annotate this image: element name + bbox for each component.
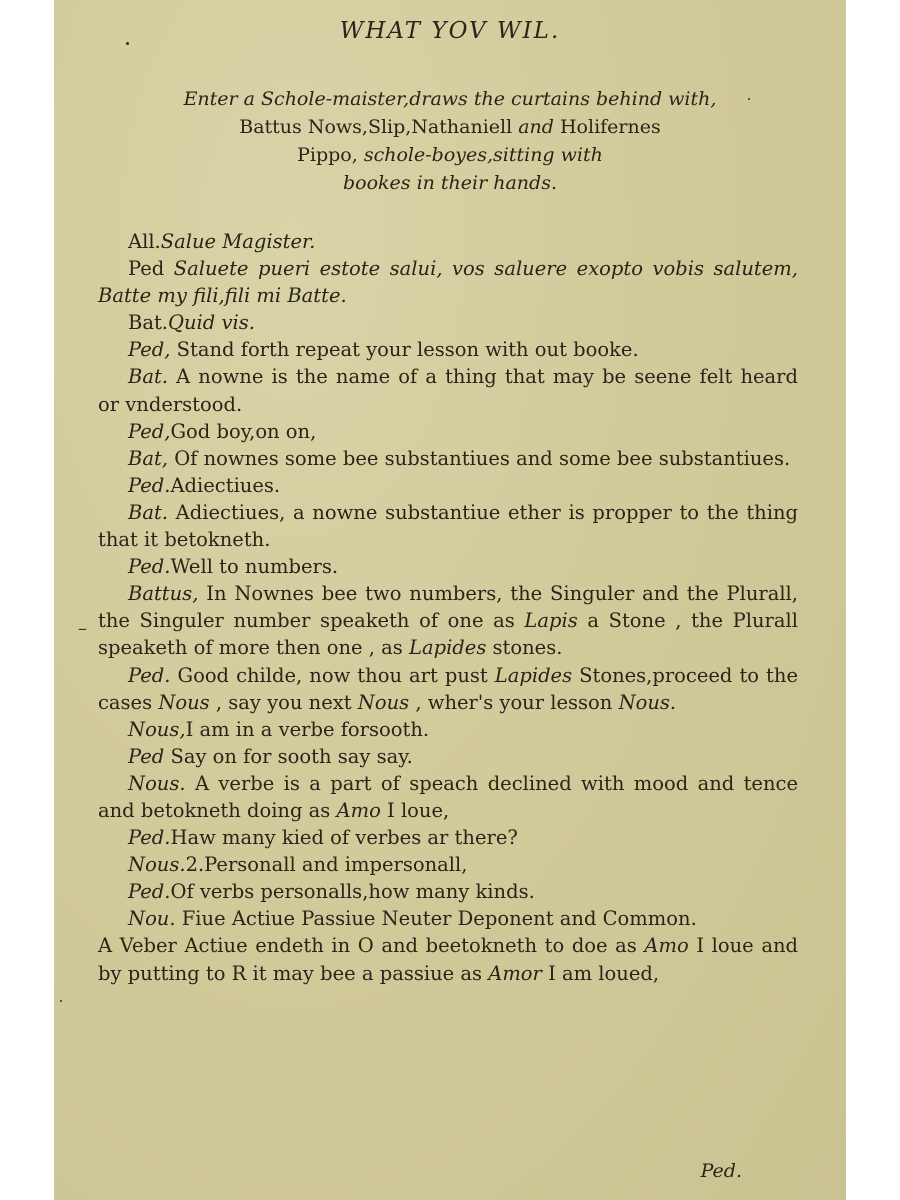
speech-text: Salue Magister. xyxy=(160,230,316,253)
speech-text: Lapides xyxy=(409,636,487,660)
character-names: Battus Nows,Slip,Nathaniell xyxy=(239,116,519,138)
speaker-name: Bat. xyxy=(128,365,168,389)
speech-text: A verbe is a part of speach declined with mood and tence and betokneth doing as xyxy=(98,771,798,822)
speech-text: Stand forth repeat your lesson with out booke. xyxy=(170,338,639,362)
speech-text: 2.Personall and impersonall, xyxy=(185,853,468,877)
speech-text: Lapis xyxy=(524,609,578,633)
conjunction: and xyxy=(518,116,554,138)
speech-text: a Stone , the Plurall speaketh of more then one , as xyxy=(98,609,798,660)
dialogue-line xyxy=(98,472,798,499)
dialogue-line xyxy=(98,228,798,255)
margin-mark: – xyxy=(78,618,87,639)
speech-text: stones. xyxy=(486,636,563,660)
speech-text: Fiue Actiue Passiue Neuter Deponent and Common. xyxy=(175,907,697,931)
speech-text: I loue and by putting to R it may bee a passiue as xyxy=(98,934,798,985)
dialogue-line xyxy=(98,824,798,851)
dialogue-line xyxy=(98,553,798,580)
running-head: WHAT YOV WIL. xyxy=(339,18,561,44)
speaker-name: Nous. xyxy=(128,771,186,795)
speech-text: , say you next xyxy=(209,690,358,714)
dialogue-line xyxy=(98,770,798,824)
dialogue-line xyxy=(98,905,798,932)
ink-speck xyxy=(126,42,129,45)
speaker-name: Ped xyxy=(128,744,171,768)
speaker-name: Battus, xyxy=(128,582,199,606)
dialogue-line xyxy=(98,499,798,553)
stage-direction-line xyxy=(54,113,846,141)
speech-text: In Nownes bee two numbers, the Singuler and the Plurall, the Singuler number speaketh of one as xyxy=(98,582,798,633)
speech-text: Saluete pueri estote salui, vos saluere exopto vobis salutem, Batte my fili,fili mi Batte. xyxy=(98,257,798,308)
speech-text: God boy,on on, xyxy=(170,419,317,443)
speech-text: I am loued, xyxy=(541,961,660,985)
speaker-name: Nous. xyxy=(128,853,186,877)
speech-text: Lapides xyxy=(494,663,573,687)
speech-text: Nous xyxy=(357,690,410,714)
speaker-name: Ped, xyxy=(128,338,171,362)
speaker-name: Ped. xyxy=(128,473,171,497)
speech-text: Nous. xyxy=(618,690,677,714)
speech-text: I am in a verbe forsooth. xyxy=(185,717,430,741)
speech-text: Adiectiues, a nowne substantiue ether is propper to the thing that it betokneth. xyxy=(98,500,798,552)
catchword: Ped. xyxy=(700,1160,742,1182)
speaker-name: Ped. xyxy=(128,663,171,687)
speaker-name: Ped, xyxy=(128,419,171,443)
continuation-paragraph xyxy=(98,932,798,986)
speech-text: Amor xyxy=(488,961,542,985)
dialogue-line xyxy=(98,309,798,336)
stage-direction xyxy=(54,85,846,197)
speaker-name: Ped xyxy=(128,257,174,281)
stage-direction-line: Enter a Schole-maister,draws the curtains behind with, xyxy=(183,88,717,110)
speaker-name: Ped. xyxy=(128,555,171,579)
ink-speck xyxy=(60,1000,62,1002)
dialogue-line xyxy=(98,418,798,445)
ink-speck xyxy=(748,98,750,100)
speech-text: A Veber Actiue endeth in O and beetokneth to doe as xyxy=(98,934,645,958)
speaker-name: Nous, xyxy=(128,717,186,741)
speech-text: I loue, xyxy=(380,798,450,822)
dialogue-line xyxy=(98,445,798,472)
dialogue-line xyxy=(98,878,798,905)
dialogue-line xyxy=(98,743,798,770)
speech-text: , wher's your lesson xyxy=(409,690,619,714)
speech-text: Nous xyxy=(158,690,210,714)
speaker-name: Ped. xyxy=(128,880,171,904)
stage-direction-line xyxy=(54,141,846,169)
dialogue-line xyxy=(98,255,798,309)
speech-text: Haw many kied of verbes ar there? xyxy=(170,826,518,850)
character-name: Pippo, xyxy=(297,144,364,166)
dialogue-line xyxy=(98,662,798,716)
speaker-name: Nou. xyxy=(128,907,176,931)
speech-text: Of verbs personalls,how many kinds. xyxy=(170,880,535,904)
book-page xyxy=(54,0,846,1200)
speech-text: Of nownes some bee substantiues and some bee substantiues. xyxy=(168,446,791,470)
speaker-name: Ped. xyxy=(128,826,171,850)
speech-text: Stones,proceed to the cases xyxy=(98,663,798,714)
speaker-name: Bat. xyxy=(128,311,168,335)
dialogue-block xyxy=(98,228,798,987)
stage-direction-line: bookes in their hands. xyxy=(342,172,557,194)
speaker-name: All. xyxy=(128,230,161,253)
speech-text: Adiectiues. xyxy=(170,473,281,497)
dialogue-line xyxy=(98,363,798,417)
character-name: Holifernes xyxy=(553,116,661,138)
dialogue-line xyxy=(98,716,798,743)
speech-text: A nowne is the name of a thing that may be seene felt heard or vnderstood. xyxy=(98,365,798,416)
speech-text: Quid vis. xyxy=(168,311,255,335)
dialogue-line xyxy=(98,336,798,363)
stage-direction-text: schole-boyes,sitting with xyxy=(363,144,603,166)
speech-text: Good childe, now thou art pust xyxy=(170,663,495,687)
speech-text: Amo xyxy=(336,798,381,822)
speech-text: Amo xyxy=(644,934,689,958)
speech-text: Say on for sooth say say. xyxy=(170,744,413,768)
speaker-name: Bat. xyxy=(128,500,168,524)
speaker-name: Bat, xyxy=(128,446,168,470)
speech-text: Well to numbers. xyxy=(170,555,339,579)
dialogue-line xyxy=(98,851,798,878)
dialogue-line xyxy=(98,580,798,661)
